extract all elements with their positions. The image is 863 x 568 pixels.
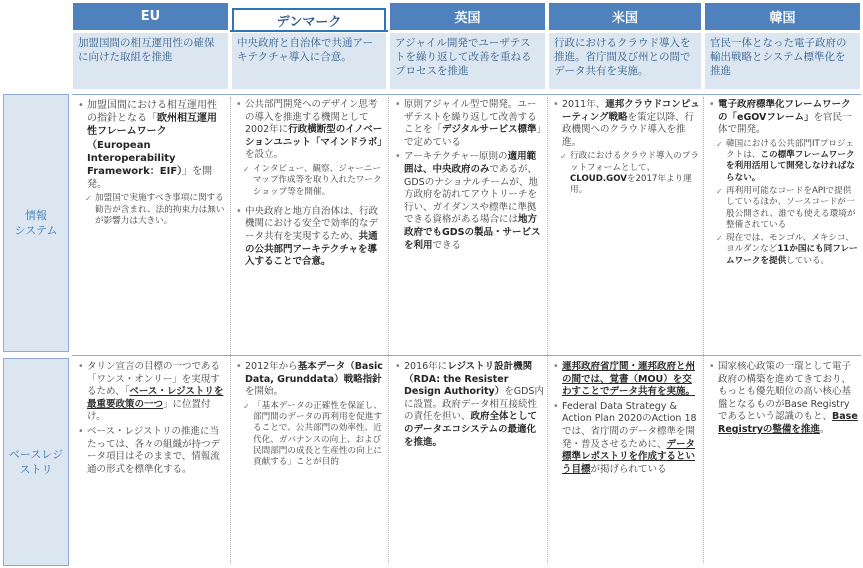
- base-cell-uk: [392, 361, 547, 565]
- sub-bullet: ✓ 現在では、モンゴル、メキシコ、ヨルダンなど11か国にも同フレームワークを提供している。: [716, 233, 859, 267]
- column-header-us: 米国: [549, 3, 701, 30]
- column-header-uk: 英国: [390, 3, 545, 30]
- base-cell-korea: [706, 361, 861, 565]
- column-divider: [230, 97, 232, 563]
- base-cell-us: [550, 361, 702, 565]
- summary-denmark: 中央政府と自治体で共通アーキテクチャ導入に合意。: [232, 33, 386, 89]
- info-cell-us: [550, 99, 702, 351]
- column-header-eu: EU: [73, 3, 228, 30]
- row-label-info-system: 情報 システム: [3, 94, 69, 352]
- sub-bullet: ✓ インタビュー、観察、ジャーニーマップ作成等を取り入れたワークショップ等を開催。: [243, 164, 385, 198]
- bullet: • タリン宣言の目標の一つである「ワンス・オンリー」を実現するため、「ベース・レジストリを最重要政策の一つ」に位置付け。: [77, 361, 226, 424]
- bullet: • 2012年から基本データ（Basic Data, Grunddata）戦略指針を開始。: [235, 361, 385, 399]
- sub-bullet: ✓ 再利用可能なコードをAPIで提供しているほか、ソースコードが一般公開され、誰でも使える環境が整備されている: [716, 186, 859, 231]
- column-header-denmark: デンマーク: [232, 8, 386, 32]
- header-underline: [230, 30, 388, 32]
- bullet: • 2016年にレジストリ設計機関（RDA: the Resister Design Authority）をGDS内に設置。政府データ相互接続性の責任を担い、政府全体としてのデータエコシステムの最適化を推進。: [394, 361, 545, 449]
- column-divider: [547, 97, 549, 563]
- info-cell-eu: [75, 99, 228, 351]
- sub-bullet: ✓ 「基本データの正確性を保証し、部門間のデータの再利用を促進することで、公共部門の効率性、近代化、ガバナンスの向上、および民間部門の成長と生産性の向上に貢献する」ことが目的: [243, 401, 385, 469]
- info-cell-denmark: [233, 99, 387, 351]
- bullet: • 連邦政府省庁間・連邦政府と州の間では、覚書（MOU）を交わすことでデータ共有を実施。: [552, 361, 700, 399]
- summary-uk: アジャイル開発でユーザテストを繰り返して改善を重ねるプロセスを推進: [390, 33, 545, 89]
- row-divider-middle: [72, 355, 861, 356]
- summary-us: 行政におけるクラウド導入を推進。省庁間及び州との間でデータ共有を実施。: [549, 33, 701, 89]
- base-cell-denmark: [233, 361, 387, 565]
- column-divider: [388, 97, 390, 563]
- row-label-base-registry: ベースレジ ストリ: [3, 358, 69, 566]
- sub-bullet: ✓ 加盟国で実施すべき事項に関する勧告が含まれ、法的拘束力は無いが影響力は大きい。: [85, 193, 226, 227]
- row-divider-top: [72, 94, 861, 95]
- column-header-korea: 韓国: [705, 3, 860, 30]
- sub-bullet: ✓ 行政におけるクラウド導入のプラットフォームとして、CLOUD.GOVを2017年より運用。: [560, 151, 700, 196]
- info-cell-korea: [706, 99, 861, 351]
- bullet: • 加盟国間における相互運用性の指針となる「欧州相互運用性フレームワーク（European Interoperability Framework：EIF）」を開発。: [77, 99, 226, 191]
- summary-korea: 官民一体となった電子政府の輸出戦略とシステム標準化を推進: [705, 33, 860, 89]
- base-cell-eu: [75, 361, 228, 565]
- bullet: • 原則アジャイル型で開発。ユーザテストを繰り返して改善することを「デジタルサービス標準」で定めている: [394, 99, 545, 149]
- bullet: • Federal Data Strategy & Action Plan 2020のAction 18では、省庁間のデータ標準を開発・普及させるために、データ標準レポストリを作成するという目標が掲げられている: [552, 401, 700, 477]
- bullet: • 国家核心政策の一環として電子政府の構築を進めてきており、もっとも優先順位の高い核心基盤となるものがBase Registryであるという認識のもと、Base Registryの整備を推進。: [708, 361, 859, 437]
- summary-eu: 加盟国間の相互運用性の確保に向けた取組を推進: [73, 33, 228, 89]
- column-divider: [703, 97, 705, 563]
- sub-bullet: ✓ 韓国における公共部門ITプロジェクトは、この標準フレームワークを利用活用して開発しなければならない。: [716, 139, 859, 184]
- bullet: • 公共部門開発へのデザイン思考の導入を推進する機関として2002年に行政横断型のイノベーションユニット「マインドラボ」を設立。: [235, 99, 385, 162]
- bullet: • 電子政府標準化フレームワークの「eGOVフレーム」を官民一体で開発。: [708, 99, 859, 137]
- bullet: • ベース・レジストリの推進に当たっては、各々の組織が持つデータ項目はそのままで、情報流通の形式を標準化する。: [77, 426, 226, 476]
- bullet: • 2011年、連邦クラウドコンピューティング戦略を策定以降、行政機関へのクラウド導入を推進。: [552, 99, 700, 149]
- bullet: • 中央政府と地方自治体は、行政機関における安全で効率的なデータ共有を実現するため、共通の公共部門アーキテクチャを導入することで合意。: [235, 206, 385, 269]
- info-cell-uk: [392, 99, 547, 351]
- bullet: • アーキテクチャー原則の適用範囲は、中央政府のみであるが、GDSのナショナルチームが、地方政府を訪れてアウトリーチを行い、ガイダンスや標準に準拠できる資格がある場合には地方政府でもGDSの製品・サービスを利用できる: [394, 151, 545, 252]
